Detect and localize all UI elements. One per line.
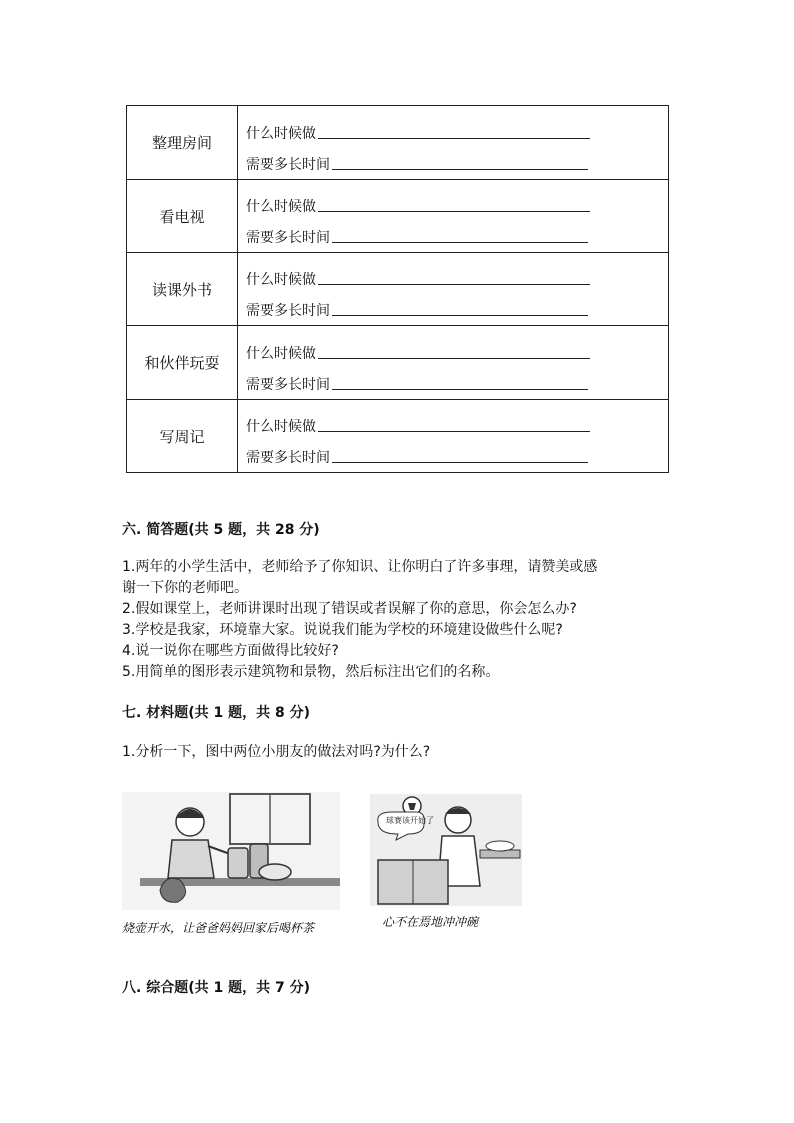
activity-label: 看电视 bbox=[127, 180, 238, 253]
question-5: 5.用简单的图形表示建筑物和景物，然后标注出它们的名称。 bbox=[122, 664, 500, 680]
duration-label: 需要多长时间 bbox=[246, 376, 330, 393]
duration-blank[interactable] bbox=[332, 169, 588, 170]
duration-label: 需要多长时间 bbox=[246, 450, 330, 466]
question-1-line1: 1.两年的小学生活中，老师给予了你知识、让你明白了许多事理，请赞美或感 bbox=[122, 559, 598, 575]
duration-label: 需要多长时间 bbox=[246, 156, 330, 173]
duration-blank[interactable] bbox=[332, 315, 588, 316]
table-row bbox=[127, 326, 669, 400]
section7-question-1: 1.分析一下，图中两位小朋友的做法对吗?为什么? bbox=[122, 744, 431, 760]
illustration-svg bbox=[120, 790, 530, 940]
when-label: 什么时候做 bbox=[246, 345, 316, 362]
duration-blank[interactable] bbox=[332, 242, 588, 243]
when-blank[interactable] bbox=[318, 284, 590, 285]
question-1-line2: 谢一下你的老师吧。 bbox=[122, 580, 248, 596]
question-3: 3.学校是我家，环境靠大家。说说我们能为学校的环境建设做些什么呢? bbox=[122, 622, 563, 638]
activity-fields bbox=[238, 326, 669, 400]
table-row bbox=[127, 180, 669, 253]
when-blank[interactable] bbox=[318, 138, 590, 139]
when-label: 什么时候做 bbox=[246, 199, 316, 215]
when-label: 什么时候做 bbox=[246, 272, 316, 288]
activity-label: 写周记 bbox=[127, 400, 238, 473]
table-row bbox=[127, 253, 669, 326]
speech-bubble-text: 球赛该开始了 bbox=[386, 816, 434, 825]
caption-right: 心不在焉地冲冲碗 bbox=[382, 915, 479, 929]
activity-label: 读课外书 bbox=[127, 253, 238, 326]
when-blank[interactable] bbox=[318, 431, 590, 432]
when-label: 什么时候做 bbox=[246, 419, 316, 435]
caption-left: 烧壶开水，让爸爸妈妈回家后喝杯茶 bbox=[122, 921, 315, 935]
duration-blank[interactable] bbox=[332, 389, 588, 390]
activity-fields bbox=[238, 400, 669, 473]
boy-washing-bowls-illustration bbox=[370, 794, 522, 906]
duration-label: 需要多长时间 bbox=[246, 303, 330, 319]
question-2: 2.假如课堂上，老师讲课时出现了错误或者误解了你的意思，你会怎么办? bbox=[122, 601, 577, 617]
section8-title: 八. 综合题(共 1 题，共 7 分) bbox=[122, 980, 310, 996]
duration-blank[interactable] bbox=[332, 462, 588, 463]
table-row bbox=[127, 400, 669, 473]
table-row bbox=[127, 106, 669, 180]
activity-table bbox=[126, 105, 669, 473]
activity-label: 和伙伴玩耍 bbox=[127, 326, 238, 400]
activity-fields bbox=[238, 106, 669, 180]
when-blank[interactable] bbox=[318, 211, 590, 212]
section7-title: 七. 材料题(共 1 题，共 8 分) bbox=[122, 705, 310, 721]
when-blank[interactable] bbox=[318, 358, 590, 359]
activity-fields bbox=[238, 253, 669, 326]
girl-boiling-water-illustration bbox=[122, 792, 340, 910]
activity-label: 整理房间 bbox=[127, 106, 238, 180]
question-4: 4.说一说你在哪些方面做得比较好? bbox=[122, 643, 339, 659]
when-label: 什么时候做 bbox=[246, 125, 316, 142]
section6-title: 六. 简答题(共 5 题，共 28 分) bbox=[122, 522, 320, 538]
material-illustrations bbox=[120, 790, 530, 940]
duration-label: 需要多长时间 bbox=[246, 230, 330, 246]
activity-fields bbox=[238, 180, 669, 253]
